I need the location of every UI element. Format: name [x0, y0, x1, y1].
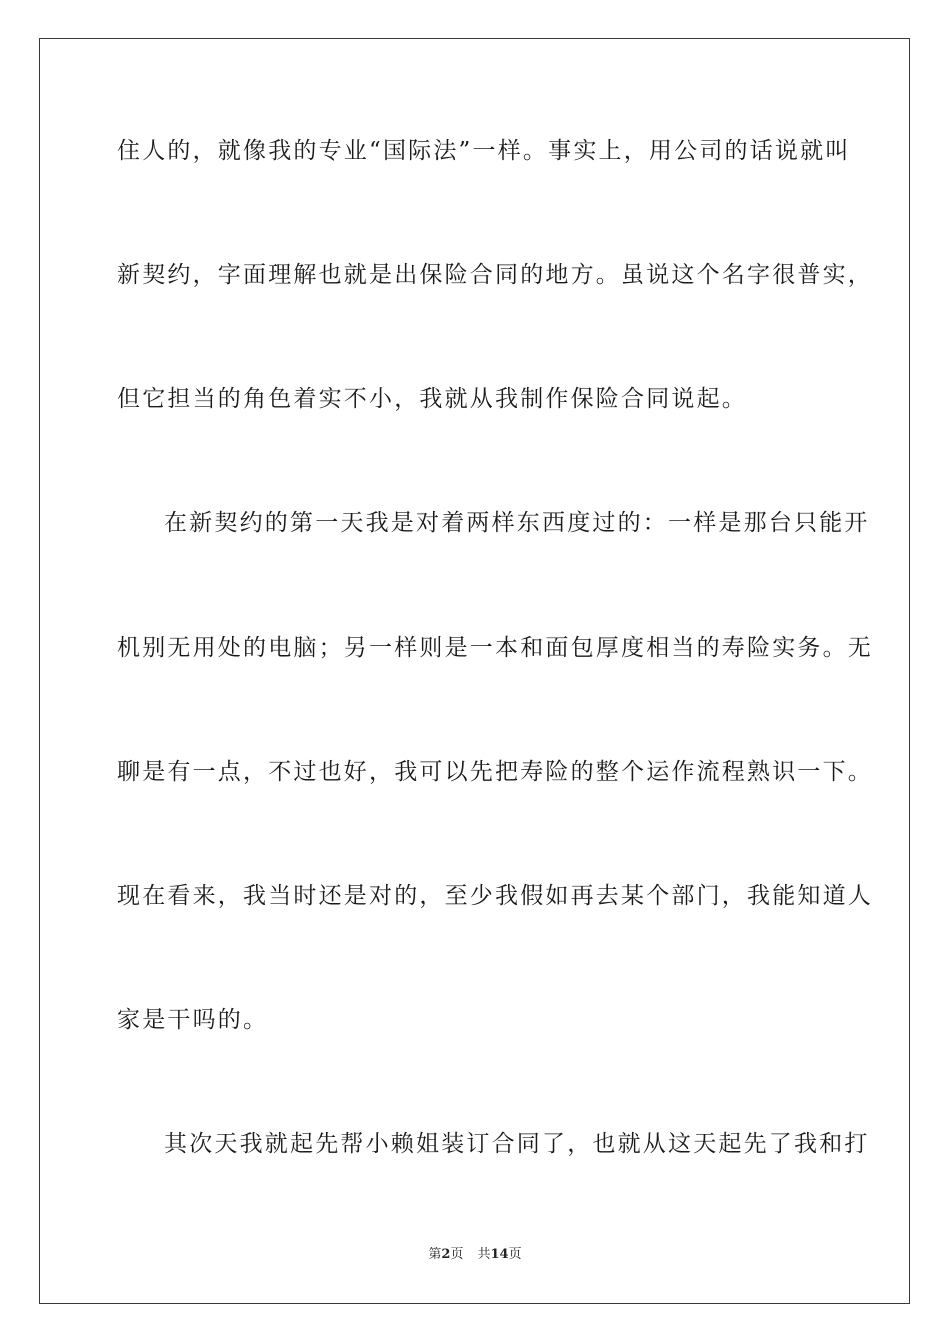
text-line: 住人的，就像我的专业“国际法”一样。事实上，用公司的话说就叫	[117, 138, 851, 164]
page-prefix: 第	[428, 1247, 442, 1262]
text-line: 在新契约的第一天我是对着两样东西度过的：一样是那台只能开	[164, 510, 870, 536]
text-line: 现在看来，我当时还是对的，至少我假如再去某个部门，我能知道人	[117, 883, 873, 909]
page-number: 2	[441, 1247, 451, 1262]
text-line: 其次天我就起先帮小赖姐装订合同了，也就从这天起先了我和打	[164, 1131, 870, 1157]
total-prefix: 共	[477, 1247, 491, 1262]
total-pages: 14	[490, 1247, 509, 1262]
page-suffix: 页	[450, 1247, 464, 1262]
text-line: 新契约，字面理解也就是出保险合同的地方。虽说这个名字很普实，	[117, 262, 873, 288]
total-suffix: 页	[508, 1247, 522, 1262]
text-line: 但它担当的角色着实不小，我就从我制作保险合同说起。	[117, 386, 747, 412]
text-line: 聊是有一点，不过也好，我可以先把寿险的整个运作流程熟识一下。	[117, 759, 873, 785]
page-border	[39, 38, 910, 1304]
text-line: 家是干吗的。	[117, 1007, 269, 1033]
text-line: 机别无用处的电脑；另一样则是一本和面包厚度相当的寿险实务。无	[117, 635, 873, 661]
page-footer	[0, 1246, 950, 1264]
